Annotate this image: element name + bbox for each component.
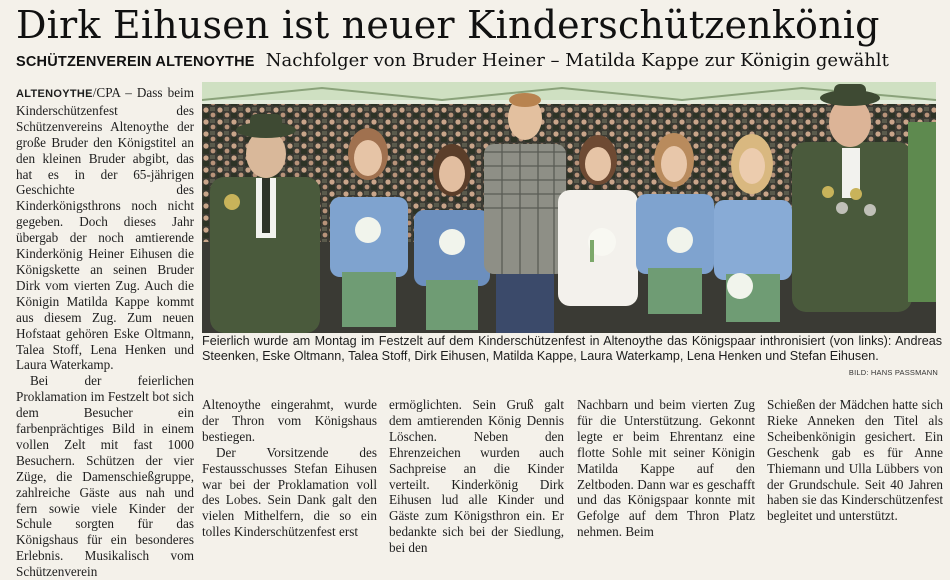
paragraph: Schießen der Mädchen hatte sich Rieke Anneken den Titel als Scheibenkönigin gesichert. Ein Geschenk gab es für Anne Thiemann und Ulla Lübbers von der Grundschule. Seit 40 Jahren haben sie das Kinderschützenfest begleitet und unterstützt.	[767, 397, 943, 524]
paragraph: Bei der feierlichen Proklamation im Festzelt bot sich dem Besucher ein farbenprächtiges Bild in einem vollen Zelt mit fast 1000 Besuchern. Schützen der vier Züge, die Damenschießgruppe, zahlreiche Gäste aus nah und fern sowie viele Kinder der Schule sorgten für das Königshaus für ein besonderes Erlebnis. Musikalisch vom Schützenverein	[16, 373, 194, 580]
news-photo	[202, 82, 936, 333]
article-column-3	[389, 397, 564, 556]
paragraph: ermöglichten. Sein Gruß galt dem amtierenden König Dennis Löschen. Neben den Ehrenzeichen wurden auch Sachpreise an die Kinder verteilt. Kinderkönig Dirk Eihusen lud alle Kinder und Gäste zum Königsthron ein. Er bedankte sich bei der Siedlung, bei den	[389, 397, 564, 556]
photo-caption: Feierlich wurde am Montag im Festzelt auf dem Kinderschützenfest in Altenoythe das Königspaar inthronisiert (von links): Andreas Steenken, Eske Oltmann, Talea Stoff, Dirk Eihusen, Matilda Kappe, Laura Waterkamp, Lena Henken und Stefan Eihusen.	[202, 334, 942, 364]
article-column-5	[767, 397, 943, 524]
paragraph	[16, 85, 194, 373]
subheadline	[16, 50, 946, 71]
photo-credit: BILD: HANS PASSMANN	[848, 368, 938, 377]
paragraph: Nachbarn und beim vierten Zug für die Unterstützung. Gekonnt legte er beim Ehrentanz eine flotte Sohle mit seiner Königin Matilda Kappe auf den Zeltboden. Dann war es geschafft und das Königspaar konnte mit Gefolge auf dem Thron Platz nehmen. Beim	[577, 397, 755, 540]
article-column-2	[202, 397, 377, 540]
subtitle: Nachfolger von Bruder Heiner – Matilda Kappe zur Königin gewählt	[265, 50, 889, 71]
paragraph: Altenoythe eingerahmt, wurde der Thron vom Königshaus bestiegen.	[202, 397, 377, 444]
paragraph-text: Dass beim Kinderschützenfest des Schützenvereins Altenoythe der große Bruder den Königstitel an den kleinen Bruder abgibt, das hat es in der 65-jährigen Geschichte des Kinderkönigsthrons noch nicht gegeben. Doch dieses Jahr übergab der noch amtierende Kinderkönig Heiner Eihusen die Königskette an seinen Bruder Dirk vom vierten Zug. Auch die Königin Matilda Kappe kommt aus diesem Zug. Zum neuen Hofstaat gehören Eske Oltmann, Talea Stoff, Lena Henken und Laura Waterkamp.	[16, 85, 194, 373]
article-column-4	[577, 397, 755, 540]
article-column-1	[16, 85, 194, 580]
dateline-location: ALTENOYTHE	[16, 88, 93, 100]
kicker: SCHÜTZENVEREIN ALTENOYTHE	[16, 54, 255, 70]
paragraph: Der Vorsitzende des Festausschusses Stefan Eihusen war bei der Proklamation voll des Lobes. Sein Dank galt den vielen Mithelfern, die so ein tolles Kinderschützenfest erst	[202, 444, 377, 540]
dateline-source: /CPA –	[92, 85, 137, 100]
headline: Dirk Eihusen ist neuer Kinderschützenkönig	[16, 3, 880, 47]
